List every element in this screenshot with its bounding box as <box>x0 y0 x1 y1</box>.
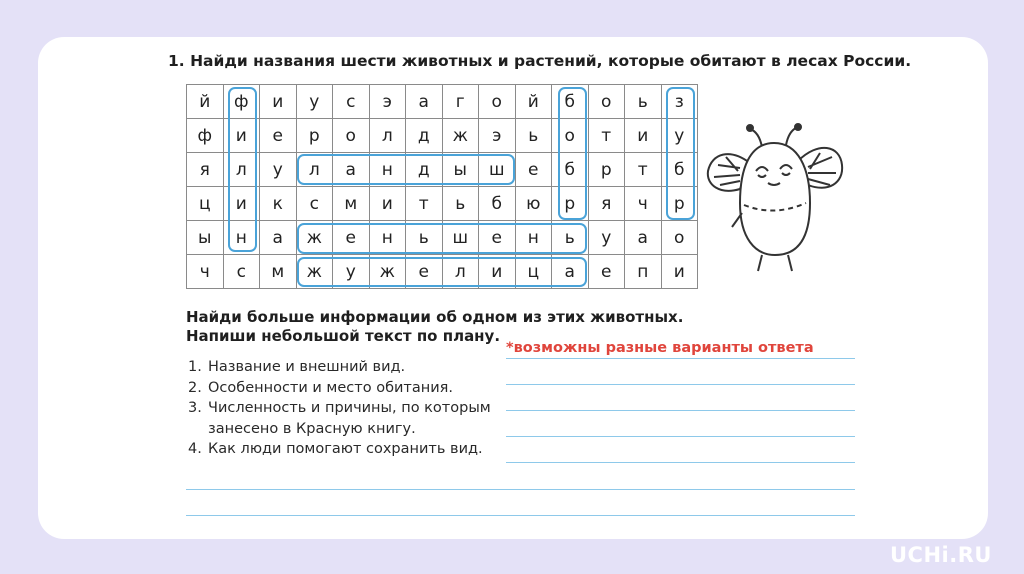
grid-cell: у <box>333 255 370 289</box>
highlight-bobr <box>558 87 587 220</box>
grid-cell: э <box>369 85 406 119</box>
grid-cell: л <box>369 119 406 153</box>
plan-item: 3. Численность и причины, по которым <box>188 400 491 416</box>
grid-cell: н <box>223 221 260 255</box>
grid-cell: е <box>515 153 552 187</box>
answer-line <box>186 515 855 516</box>
grid-cell: ю <box>515 187 552 221</box>
plan-item: 1. Название и внешний вид. <box>188 359 406 375</box>
grid-cell: я <box>588 187 625 221</box>
grid-cell: б <box>661 153 698 187</box>
grid-cell: н <box>369 153 406 187</box>
grid-cell: о <box>588 85 625 119</box>
grid-cell: р <box>661 187 698 221</box>
task-title: 1. Найди названия шести животных и растений, которые обитают в лесах России. <box>168 52 912 70</box>
grid-cell: ч <box>187 255 224 289</box>
grid-cell: ч <box>625 187 662 221</box>
grid-cell: ж <box>442 119 479 153</box>
grid-cell: б <box>552 153 589 187</box>
plan-item: 4. Как люди помогают сохранить вид. <box>188 441 483 457</box>
uchi-ru-watermark: UCHi.RU <box>890 543 992 567</box>
grid-cell: д <box>406 119 443 153</box>
grid-cell: н <box>515 221 552 255</box>
grid-cell: о <box>333 119 370 153</box>
grid-cell: с <box>223 255 260 289</box>
grid-cell: ж <box>296 255 333 289</box>
grid-cell: р <box>296 119 333 153</box>
grid-row <box>187 187 698 221</box>
grid-cell: е <box>406 255 443 289</box>
grid-cell: а <box>406 85 443 119</box>
grid-cell: б <box>552 85 589 119</box>
grid-cell: ж <box>369 255 406 289</box>
subtask-line-1: Найди больше информации об одном из этих животных. <box>186 308 684 326</box>
grid-cell: ь <box>625 85 662 119</box>
grid-row <box>187 85 698 119</box>
grid-cell: г <box>442 85 479 119</box>
grid-cell: и <box>223 187 260 221</box>
answer-line <box>506 384 855 385</box>
grid-cell: ь <box>442 187 479 221</box>
plan-list <box>188 357 491 460</box>
grid-cell: е <box>333 221 370 255</box>
grid-cell: ж <box>296 221 333 255</box>
grid-cell: й <box>515 85 552 119</box>
grid-cell: т <box>588 119 625 153</box>
grid-cell: о <box>552 119 589 153</box>
grid-cell: а <box>333 153 370 187</box>
answer-line <box>506 358 855 359</box>
grid-cell: е <box>479 221 516 255</box>
grid-cell: ф <box>223 85 260 119</box>
grid-cell: с <box>333 85 370 119</box>
grid-cell: а <box>625 221 662 255</box>
answer-line <box>506 410 855 411</box>
grid-cell: а <box>552 255 589 289</box>
grid-cell: т <box>406 187 443 221</box>
grid-cell: а <box>260 221 297 255</box>
grid-row <box>187 119 698 153</box>
grid-cell: ь <box>406 221 443 255</box>
grid-cell: и <box>661 255 698 289</box>
grid-cell: у <box>661 119 698 153</box>
grid-cell: ц <box>187 187 224 221</box>
highlight-zhenshen <box>297 223 587 254</box>
grid-cell: и <box>479 255 516 289</box>
grid-cell: л <box>296 153 333 187</box>
grid-cell: д <box>406 153 443 187</box>
bug-mascot-illustration <box>700 123 850 278</box>
grid-cell: м <box>260 255 297 289</box>
grid-cell: с <box>296 187 333 221</box>
grid-cell: о <box>479 85 516 119</box>
grid-cell: п <box>625 255 662 289</box>
grid-cell: у <box>260 153 297 187</box>
grid-cell: ц <box>515 255 552 289</box>
answer-note: *возможны разные варианты ответа <box>506 340 814 356</box>
grid-cell: к <box>260 187 297 221</box>
grid-cell: е <box>588 255 625 289</box>
grid-cell: т <box>625 153 662 187</box>
grid-cell: и <box>223 119 260 153</box>
plan-item: 2. Особенности и место обитания. <box>188 379 453 396</box>
grid-cell: ь <box>515 119 552 153</box>
grid-cell: ш <box>479 153 516 187</box>
grid-cell: э <box>479 119 516 153</box>
grid-cell: б <box>479 187 516 221</box>
grid-cell: у <box>296 85 333 119</box>
grid-cell: е <box>260 119 297 153</box>
grid-cell: ы <box>187 221 224 255</box>
grid-cell: р <box>588 153 625 187</box>
grid-cell: р <box>552 187 589 221</box>
grid-cell: ь <box>552 221 589 255</box>
highlight-fialka <box>228 87 257 252</box>
grid-cell: и <box>369 187 406 221</box>
grid-cell: ф <box>187 119 224 153</box>
grid-cell: ш <box>442 221 479 255</box>
grid-cell: и <box>625 119 662 153</box>
grid-cell: л <box>223 153 260 187</box>
grid-cell: и <box>260 85 297 119</box>
highlight-zubr <box>666 87 695 220</box>
highlight-landysh <box>297 154 515 185</box>
highlight-zhuzhelitsa <box>297 257 587 287</box>
plan-item-continuation: занесено в Красную книгу. <box>208 420 416 437</box>
grid-cell: з <box>661 85 698 119</box>
grid-cell: м <box>333 187 370 221</box>
answer-line <box>506 436 855 437</box>
subtask-line-2: Напиши небольшой текст по плану. <box>186 327 501 345</box>
grid-cell: у <box>588 221 625 255</box>
grid-cell: л <box>442 255 479 289</box>
answer-line <box>506 462 855 463</box>
answer-line <box>186 489 855 490</box>
grid-cell: н <box>369 221 406 255</box>
grid-cell: ы <box>442 153 479 187</box>
grid-cell: о <box>661 221 698 255</box>
grid-cell: й <box>187 85 224 119</box>
grid-cell: я <box>187 153 224 187</box>
